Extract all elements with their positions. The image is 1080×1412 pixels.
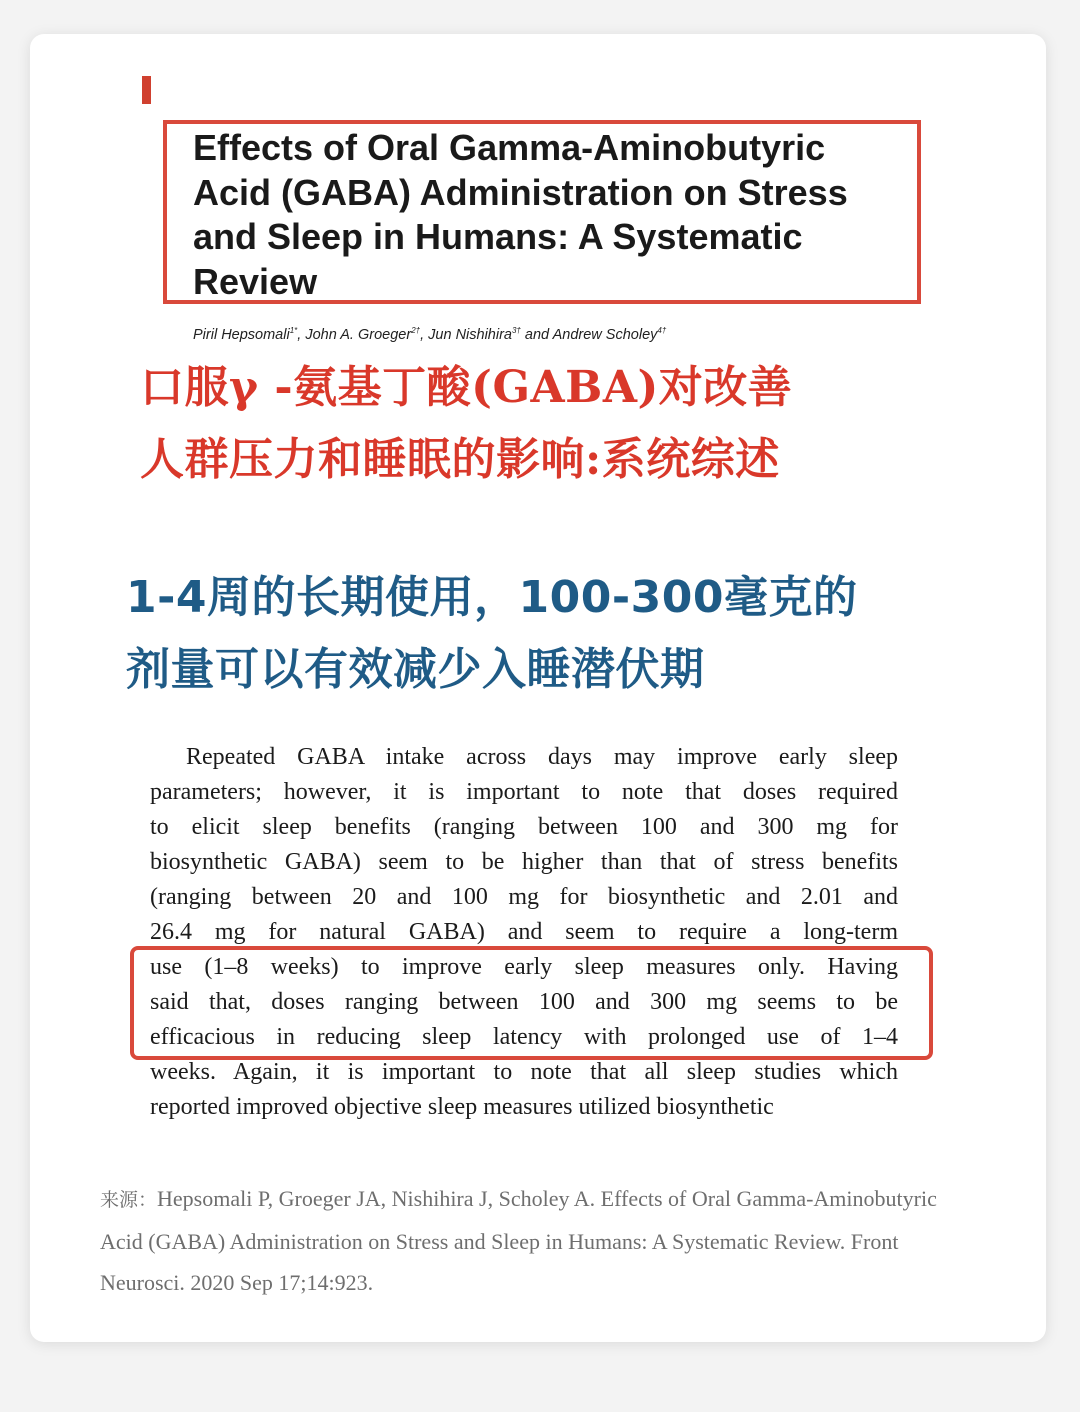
excerpt-line: weeks. Again, it is important to note that all sleep studies which [150,1059,898,1085]
author-mark: 4† [657,326,667,335]
author-mark: 1* [289,326,298,335]
author-separator: , [297,326,306,343]
excerpt-highlight-box [130,946,933,1060]
excerpt-line: Repeated GABA intake across days may improve early sleep [186,744,898,770]
author-name: Piril Hepsomali [193,326,290,343]
paper-title-line: Acid (GABA) Administration on Stress [193,171,848,213]
chinese-title-line: 口服γ -氨基丁酸(GABA)对改善 [140,362,793,413]
excerpt-line: efficacious in reducing sleep latency with prolonged use of 1–4 [150,1024,898,1050]
excerpt-line: biosynthetic GABA) seem to be higher than that of stress benefits [150,849,898,875]
author-name: Jun Nishihira [428,326,512,343]
author-separator: and [520,326,553,343]
excerpt-line: 26.4 mg for natural GABA) and seem to require a long-term [150,919,898,945]
paper-title-line: Effects of Oral Gamma-Aminobutyric [193,127,826,168]
excerpt-line: to elicit sleep benefits (ranging between 100 and 300 mg for [150,814,898,840]
excerpt-line: (ranging between 20 and 100 mg for biosynthetic and 2.01 and [150,884,898,910]
excerpt-line: use (1–8 weeks) to improve early sleep measures only. Having [150,954,898,980]
key-finding-line: 1-4周的长期使用，100-300毫克的 [126,572,858,623]
chinese-title-line: 人群压力和睡眠的影响:系统综述 [140,434,780,485]
paper-title [193,126,918,304]
author-mark: 2† [411,326,421,335]
excerpt-line: parameters; however, it is important to note that doses required [150,779,898,805]
source-label: 来源： [100,1189,158,1211]
source-text: Hepsomali P, Groeger JA, Nishihira J, Scholey A. Effects of Oral Gamma-Aminobutyric Acid (GABA) Administration on Stress and Sleep in Humans: A Systematic Review. Front Neurosci. 2020 Sep 17;14:923. [100,1186,937,1295]
excerpt-line: reported improved objective sleep measures utilized biosynthetic [150,1094,774,1120]
author-list [193,326,666,343]
chinese-title [140,352,1000,496]
author-mark: 3† [511,326,521,335]
author-separator: , [420,326,429,343]
accent-bar [142,76,151,104]
paper-title-line: and Sleep in Humans: A Systematic [193,216,803,257]
source-citation [100,1178,980,1303]
excerpt-line: said that, doses ranging between 100 and 300 mg seems to be [150,989,898,1015]
paper-title-line: Review [193,260,318,302]
author-name: John A. Groeger [305,326,412,343]
key-finding-line: 剂量可以有效减少入睡潜伏期 [126,644,705,695]
chinese-key-finding [126,562,1006,706]
author-name: Andrew Scholey [552,326,658,343]
